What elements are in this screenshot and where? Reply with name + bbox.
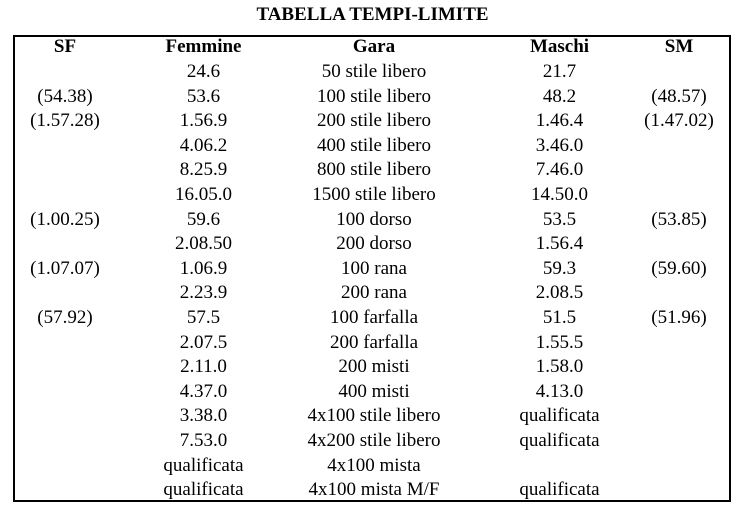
cell-sf: (1.07.07) — [30, 257, 100, 279]
table-row — [0, 232, 745, 257]
table-row — [0, 183, 745, 208]
cell-sm: (1.47.02) — [644, 110, 714, 132]
cell-sf: (57.92) — [37, 307, 93, 328]
cell-gara: 800 stile libero — [317, 159, 431, 181]
table-row — [0, 404, 745, 429]
cell-gara: 4x200 stile libero — [307, 430, 441, 451]
cell-maschi: 3.46.0 — [535, 134, 584, 156]
cell-femmine: 3.38.0 — [179, 405, 228, 427]
table-row — [0, 60, 745, 85]
cell-maschi: 1.55.5 — [535, 331, 584, 353]
table-row — [0, 109, 745, 134]
cell-maschi: 1.46.4 — [535, 110, 584, 132]
cell-gara: 200 misti — [338, 356, 410, 378]
table-row — [0, 306, 745, 331]
table-row — [0, 257, 745, 282]
cell-maschi: 59.3 — [542, 257, 577, 279]
page-title: TABELLA TEMPI-LIMITE — [256, 4, 489, 25]
cell-femmine: 4.37.0 — [179, 380, 228, 402]
cell-femmine: 2.11.0 — [180, 356, 227, 378]
table-row — [0, 331, 745, 356]
cell-femmine: 59.6 — [186, 208, 221, 230]
cell-femmine: 24.6 — [186, 61, 221, 82]
cell-gara: 200 rana — [341, 282, 407, 304]
cell-maschi: 14.50.0 — [531, 184, 588, 205]
cell-sm: (59.60) — [651, 257, 707, 279]
cell-gara: 4x100 mista M/F — [308, 479, 440, 501]
cell-femmine: 2.07.5 — [179, 331, 228, 353]
cell-femmine: 8.25.9 — [179, 159, 228, 181]
table-header-row — [0, 35, 745, 60]
cell-femmine: 2.23.9 — [179, 282, 228, 304]
table-row — [0, 134, 745, 159]
cell-maschi: 4.13.0 — [535, 380, 584, 402]
cell-sf: (1.00.25) — [30, 208, 100, 230]
cell-sm: (51.96) — [651, 307, 707, 328]
cell-gara: 200 stile libero — [317, 110, 431, 132]
table-row — [0, 208, 745, 233]
cell-gara: 4x100 mista — [327, 454, 421, 476]
table-row — [0, 355, 745, 380]
header-gara: Gara — [352, 36, 396, 57]
table-row — [0, 454, 745, 479]
cell-sm: (53.85) — [651, 208, 707, 230]
cell-sf: (54.38) — [37, 85, 93, 107]
cell-sf: (1.57.28) — [30, 110, 100, 132]
cell-gara: 400 misti — [338, 380, 410, 402]
cell-maschi: qualificata — [519, 430, 600, 451]
cell-femmine: 1.56.9 — [179, 110, 228, 132]
cell-maschi: 51.5 — [542, 307, 577, 328]
cell-gara: 100 dorso — [336, 208, 412, 230]
cell-maschi: qualificata — [519, 479, 600, 501]
cell-femmine: 57.5 — [186, 307, 221, 328]
cell-maschi: 1.56.4 — [535, 233, 584, 255]
cell-femmine: qualificata — [163, 479, 244, 501]
cell-femmine: 1.06.9 — [179, 257, 228, 279]
cell-gara: 100 rana — [341, 257, 407, 279]
cell-gara: 100 stile libero — [317, 85, 431, 107]
cell-maschi: qualificata — [519, 405, 600, 427]
cell-gara: 400 stile libero — [317, 134, 431, 156]
cell-gara: 1500 stile libero — [312, 184, 436, 205]
cell-femmine: 2.08.50 — [175, 233, 232, 255]
cell-maschi: 7.46.0 — [535, 159, 584, 181]
header-maschi: Maschi — [529, 36, 590, 57]
cell-gara: 200 dorso — [336, 233, 412, 255]
table-row — [0, 85, 745, 110]
cell-maschi: 48.2 — [542, 85, 577, 107]
cell-femmine: 53.6 — [186, 85, 221, 107]
cell-maschi: 21.7 — [542, 61, 577, 82]
table-row — [0, 380, 745, 405]
cell-femmine: 7.53.0 — [179, 430, 228, 451]
table-row — [0, 478, 745, 503]
cell-maschi: 2.08.5 — [535, 282, 584, 304]
cell-maschi: 53.5 — [542, 208, 577, 230]
cell-gara: 200 farfalla — [329, 331, 419, 353]
table-row — [0, 158, 745, 183]
cell-femmine: 16.05.0 — [175, 184, 232, 205]
header-sm: SM — [664, 36, 694, 57]
cell-gara: 100 farfalla — [329, 307, 419, 328]
table-row — [0, 429, 745, 454]
cell-maschi: 1.58.0 — [535, 356, 584, 378]
header-femmine: Femmine — [165, 36, 242, 57]
cell-gara: 4x100 stile libero — [307, 405, 441, 427]
cell-femmine: qualificata — [163, 454, 244, 476]
table-row — [0, 281, 745, 306]
header-sf: SF — [53, 36, 77, 57]
cell-sm: (48.57) — [651, 85, 707, 107]
cell-femmine: 4.06.2 — [179, 134, 228, 156]
cell-gara: 50 stile libero — [321, 61, 427, 82]
